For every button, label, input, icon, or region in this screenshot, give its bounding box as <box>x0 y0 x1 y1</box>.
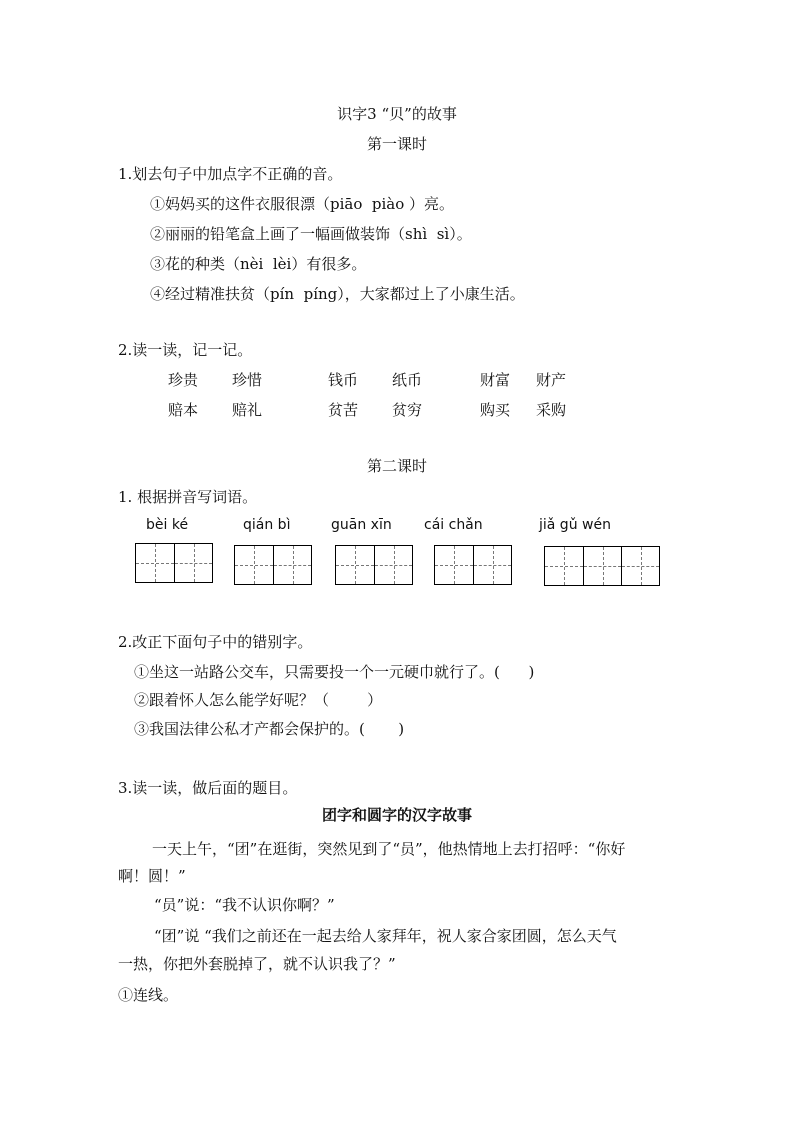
pinyin-label: jiǎ gǔ wén <box>539 517 611 533</box>
story-line: 一天上午，“团”在逛街，突然见到了“员”，他热情地上去打招呼：“你好 <box>152 840 626 858</box>
writing-grid[interactable] <box>544 546 660 586</box>
story-line: 啊！圆！” <box>118 867 186 885</box>
writing-cell[interactable] <box>374 546 412 584</box>
word: 购买 <box>480 401 511 419</box>
pinyin-label: bèi ké <box>146 517 189 533</box>
l2-q3-prompt: 3.读一读，做后面的题目。 <box>118 779 298 797</box>
lesson1-heading: 第一课时 <box>366 135 427 153</box>
l2-q2-item: ③我国法律公私才产都会保护的。( ) <box>134 720 405 738</box>
l1-q1-item: ①妈妈买的这件衣服很漂（piāo piào ）亮。 <box>150 195 455 213</box>
writing-cell[interactable] <box>336 546 374 584</box>
pinyin-label: cái chǎn <box>424 517 483 533</box>
lesson2-heading: 第二课时 <box>366 457 427 475</box>
word: 珍贵 <box>168 371 199 389</box>
word: 赔本 <box>168 401 199 419</box>
word: 珍惜 <box>232 371 263 389</box>
l2-q2-item: ①坐这一站路公交车，只需要投一个一元硬巾就行了。( ) <box>134 663 535 681</box>
l2-q2-prompt: 2.改正下面句子中的错别字。 <box>118 633 313 651</box>
l1-q1-prompt: 1.划去句子中加点字不正确的音。 <box>118 165 343 183</box>
word: 财富 <box>480 371 511 389</box>
word: 赔礼 <box>232 401 263 419</box>
story-line: “员”说：“我不认识你啊？” <box>154 896 335 914</box>
writing-cell[interactable] <box>435 546 473 584</box>
pinyin-label: qián bì <box>243 517 291 533</box>
page-title: 识字3 “贝”的故事 <box>337 105 457 123</box>
word: 采购 <box>536 401 567 419</box>
writing-grid[interactable] <box>335 545 413 585</box>
l1-q1-item: ④经过精准扶贫（pín píng），大家都过上了小康生活。 <box>150 285 525 303</box>
writing-grid[interactable] <box>135 543 213 583</box>
story-line: 一热，你把外套脱掉了，就不认识我了？” <box>118 955 396 973</box>
story-line: “团”说 “我们之前还在一起去给人家拜年，祝人家合家团圆，怎么天气 <box>154 927 617 945</box>
writing-cell[interactable] <box>273 546 311 584</box>
word: 钱币 <box>328 371 359 389</box>
writing-cell[interactable] <box>174 544 212 582</box>
writing-grid[interactable] <box>434 545 512 585</box>
writing-cell[interactable] <box>473 546 511 584</box>
l1-q1-item: ②丽丽的铅笔盒上画了一幅画做装饰（shì sì）。 <box>150 225 472 243</box>
l2-q3-subprompt: ①连线。 <box>118 986 179 1004</box>
l1-q1-item: ③花的种类（nèi lèi）有很多。 <box>150 255 367 273</box>
story-title: 团字和圆字的汉字故事 <box>321 806 472 824</box>
pinyin-label: guān xīn <box>331 517 392 533</box>
l2-q1-prompt: 1. 根据拼音写词语。 <box>118 488 258 506</box>
writing-cell[interactable] <box>235 546 273 584</box>
l2-q2-item: ②跟着怀人怎么能学好呢？（ ） <box>134 691 383 709</box>
writing-grid[interactable] <box>234 545 312 585</box>
word: 贫苦 <box>328 401 359 419</box>
writing-cell[interactable] <box>545 547 583 585</box>
writing-cell[interactable] <box>583 547 621 585</box>
word: 贫穷 <box>392 401 423 419</box>
writing-cell[interactable] <box>136 544 174 582</box>
l1-q2-prompt: 2.读一读，记一记。 <box>118 341 253 359</box>
word: 财产 <box>536 371 567 389</box>
word: 纸币 <box>392 371 423 389</box>
writing-cell[interactable] <box>621 547 659 585</box>
